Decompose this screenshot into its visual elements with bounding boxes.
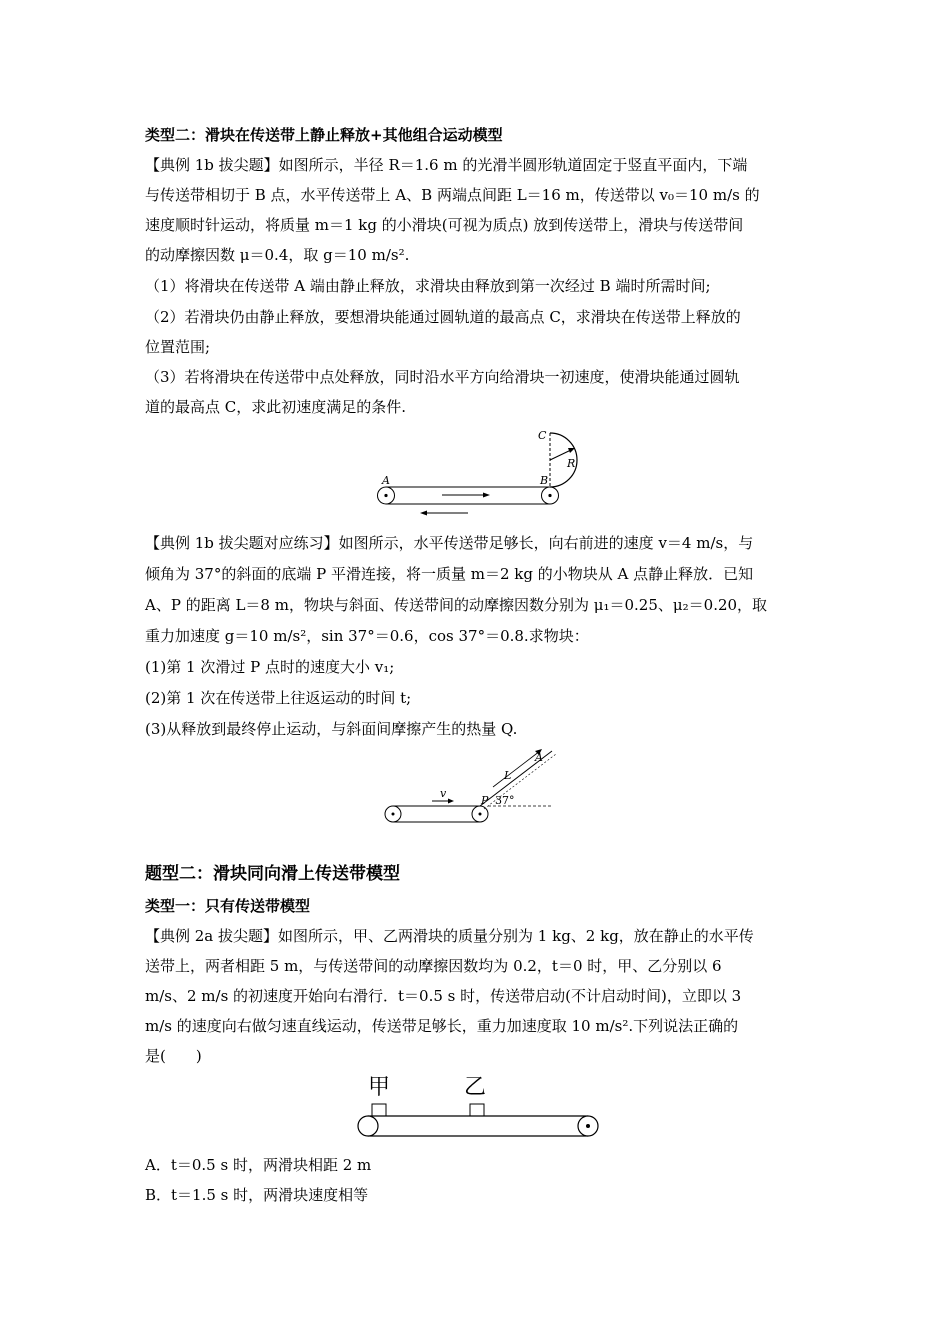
section-title: 类型二：滑块在传送带上静止释放+其他组合运动模型 [145, 126, 503, 144]
problem-line: (1)第 1 次滑过 P 点时的速度大小 v₁; [145, 658, 395, 676]
problem-line: （1）将滑块在传送带 A 端由静止释放，求滑块由释放到第一次经过 B 端时所需时间; [145, 277, 711, 295]
problem-line: 位置范围; [145, 338, 211, 356]
label-angle: 37° [495, 794, 515, 807]
label-c: C [538, 429, 547, 442]
label-a: A [535, 751, 543, 764]
problem-line: m/s 的速度向右做匀速直线运动，传送带足够长，重力加速度取 10 m/s².下列说法正确的 [145, 1017, 739, 1035]
problem-line: 倾角为 37°的斜面的底端 P 平滑连接，将一质量 m＝2 kg 的小物块从 A 点静止释放．已知 [145, 565, 754, 583]
figure-conveyor-incline [380, 745, 560, 830]
problem-line: （2）若滑块仍由静止释放，要想滑块能通过圆轨道的最高点 C，求滑块在传送带上释放的 [145, 308, 741, 326]
block-yi [470, 1104, 484, 1116]
problem-line: 【典例 1b 拔尖题】如图所示，半径 R＝1.6 m 的光滑半圆形轨道固定于竖直平面内，下端 [145, 156, 748, 174]
problem-line: 速度顺时针运动，将质量 m＝1 kg 的小滑块(可视为质点) 放到传送带上，滑块与传送带间 [145, 216, 744, 234]
problem-line: 与传送带相切于 B 点，水平传送带上 A、B 两端点间距 L＝16 m，传送带以 v₀＝10 m/s 的 [145, 186, 760, 204]
label-l: L [504, 769, 512, 782]
label-p: P [481, 794, 489, 807]
problem-line: (3)从释放到最终停止运动，与斜面间摩擦产生的热量 Q. [145, 720, 518, 738]
option-a: A．t＝0.5 s 时，两滑块相距 2 m [145, 1156, 372, 1174]
label-a: A [382, 474, 390, 487]
problem-line: 【典例 1b 拔尖题对应练习】如图所示，水平传送带足够长，向右前进的速度 v＝4 m/s，与 [145, 534, 754, 552]
problem-line: （3）若将滑块在传送带中点处释放，同时沿水平方向给滑块一初速度，使滑块能通过圆轨 [145, 368, 740, 386]
figure-conveyor-semicircle [370, 425, 600, 520]
label-b: B [540, 474, 549, 487]
option-b: B．t＝1.5 s 时，两滑块速度相等 [145, 1186, 369, 1204]
section-heading: 题型二：滑块同向滑上传送带模型 [145, 864, 400, 884]
problem-line: 道的最高点 C，求此初速度满足的条件. [145, 398, 407, 416]
section-subheading: 类型一：只有传送带模型 [145, 897, 311, 915]
problem-line: 的动摩擦因数 μ＝0.4，取 g＝10 m/s². [145, 246, 410, 264]
label-v: v [440, 787, 447, 800]
problem-line: 【典例 2a 拔尖题】如图所示，甲、乙两滑块的质量分别为 1 kg、2 kg，放在静止的水平传 [145, 927, 754, 945]
block-jia [372, 1104, 386, 1116]
figure-two-blocks-belt [350, 1070, 610, 1142]
problem-line: (2)第 1 次在传送带上往返运动的时间 t; [145, 689, 412, 707]
label-yi: 乙 [464, 1075, 487, 1100]
problem-line: 送带上，两者相距 5 m，与传送带间的动摩擦因数均为 0.2，t＝0 时，甲、乙分别以 6 [145, 957, 722, 975]
problem-line: A、P 的距离 L＝8 m，物块与斜面、传送带间的动摩擦因数分别为 μ₁＝0.25、μ₂＝0.20，取 [145, 596, 768, 614]
label-jia: 甲 [368, 1075, 391, 1100]
problem-line: 重力加速度 g＝10 m/s²，sin 37°＝0.6，cos 37°＝0.8.求物块： [145, 627, 589, 645]
problem-line: m/s、2 m/s 的初速度开始向右滑行．t＝0.5 s 时，传送带启动(不计启动时间)，立即以 3 [145, 987, 742, 1005]
label-r: R [567, 457, 576, 470]
problem-line: 是( ) [145, 1047, 202, 1065]
